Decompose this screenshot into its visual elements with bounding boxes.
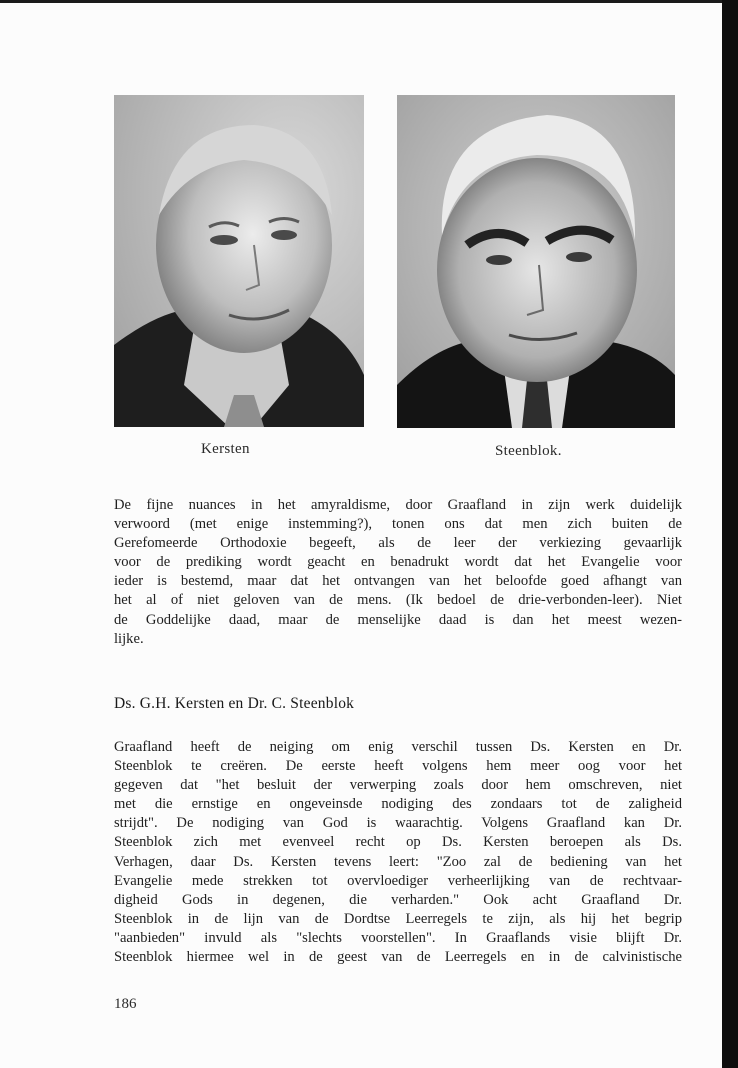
text-line: strijdt". De nodiging van God is waarachtig. Volgens Graafland kan Dr. — [114, 815, 682, 832]
caption-steenblok: Steenblok. — [495, 443, 562, 459]
section-heading: Ds. G.H. Kersten en Dr. C. Steenblok — [114, 695, 355, 712]
page-number: 186 — [114, 996, 137, 1012]
paragraph-amyraldisme — [114, 496, 682, 649]
top-border — [0, 0, 738, 3]
text-line: Graafland heeft de neiging om enig verschil tussen Ds. Kersten en Dr. — [114, 739, 682, 755]
portrait-steenblok — [397, 95, 675, 428]
text-line: Steenblok zich met evenveel recht op Ds. Kersten beroepen als Ds. — [114, 834, 682, 851]
caption-kersten: Kersten — [201, 441, 250, 457]
right-scan-border — [722, 0, 738, 1068]
text-line: Steenblok te creëren. De eerste heeft volgens hem meer oog voor het — [114, 758, 682, 775]
text-line: ieder is bestemd, maar dat het ontvangen van het beloofde goed afhangt van — [114, 573, 682, 590]
paragraph-kersten-steenblok — [114, 738, 682, 967]
text-line: Steenblok hiermee wel in de geest van de Leerregels en in de calvinistische — [114, 949, 682, 966]
text-line: het al of niet geloven van de mens. (Ik bedoel de drie-verbonden-leer). Niet — [114, 592, 682, 609]
text-line: digheid Gods in degenen, die verharden." Ook acht Graafland Dr. — [114, 891, 682, 908]
text-line: gegeven dat "het besluit der verwerping zoals door hem omschreven, niet — [114, 777, 682, 794]
text-line: "aanbieden" invuld als "slechts voorstellen". In Graaflands visie blijft Dr. — [114, 929, 682, 946]
text-line: verwoord (met enige instemming?), tonen ons dat men zich buiten de — [114, 516, 682, 533]
text-line: Verhagen, daar Ds. Kersten tevens leert: "Zoo zal de bediening van het — [114, 853, 682, 870]
text-line: voor de prediking wordt geacht en benadrukt wordt dat het Evangelie voor — [114, 554, 682, 571]
text-line: met die ernstige en ongeveinsde nodiging des zondaars tot de zaligheid — [114, 796, 682, 813]
portrait-kersten — [114, 95, 364, 427]
text-line: Gerefomeerde Orthodoxie begeeft, als de leer der verkiezing gevaarlijk — [114, 535, 682, 552]
text-line: Evangelie mede strekken tot overvloediger verheerlijking van de rechtvaar- — [114, 872, 682, 889]
text-line: de Goddelijke daad, maar de menselijke daad is dan het meest wezen- — [114, 611, 682, 628]
text-line: De fijne nuances in het amyraldisme, door Graafland in zijn werk duidelijk — [114, 497, 682, 513]
text-line: Steenblok in de lijn van de Dordtse Leerregels te zijn, als hij het begrip — [114, 910, 682, 927]
text-line: lijke. — [114, 630, 144, 647]
